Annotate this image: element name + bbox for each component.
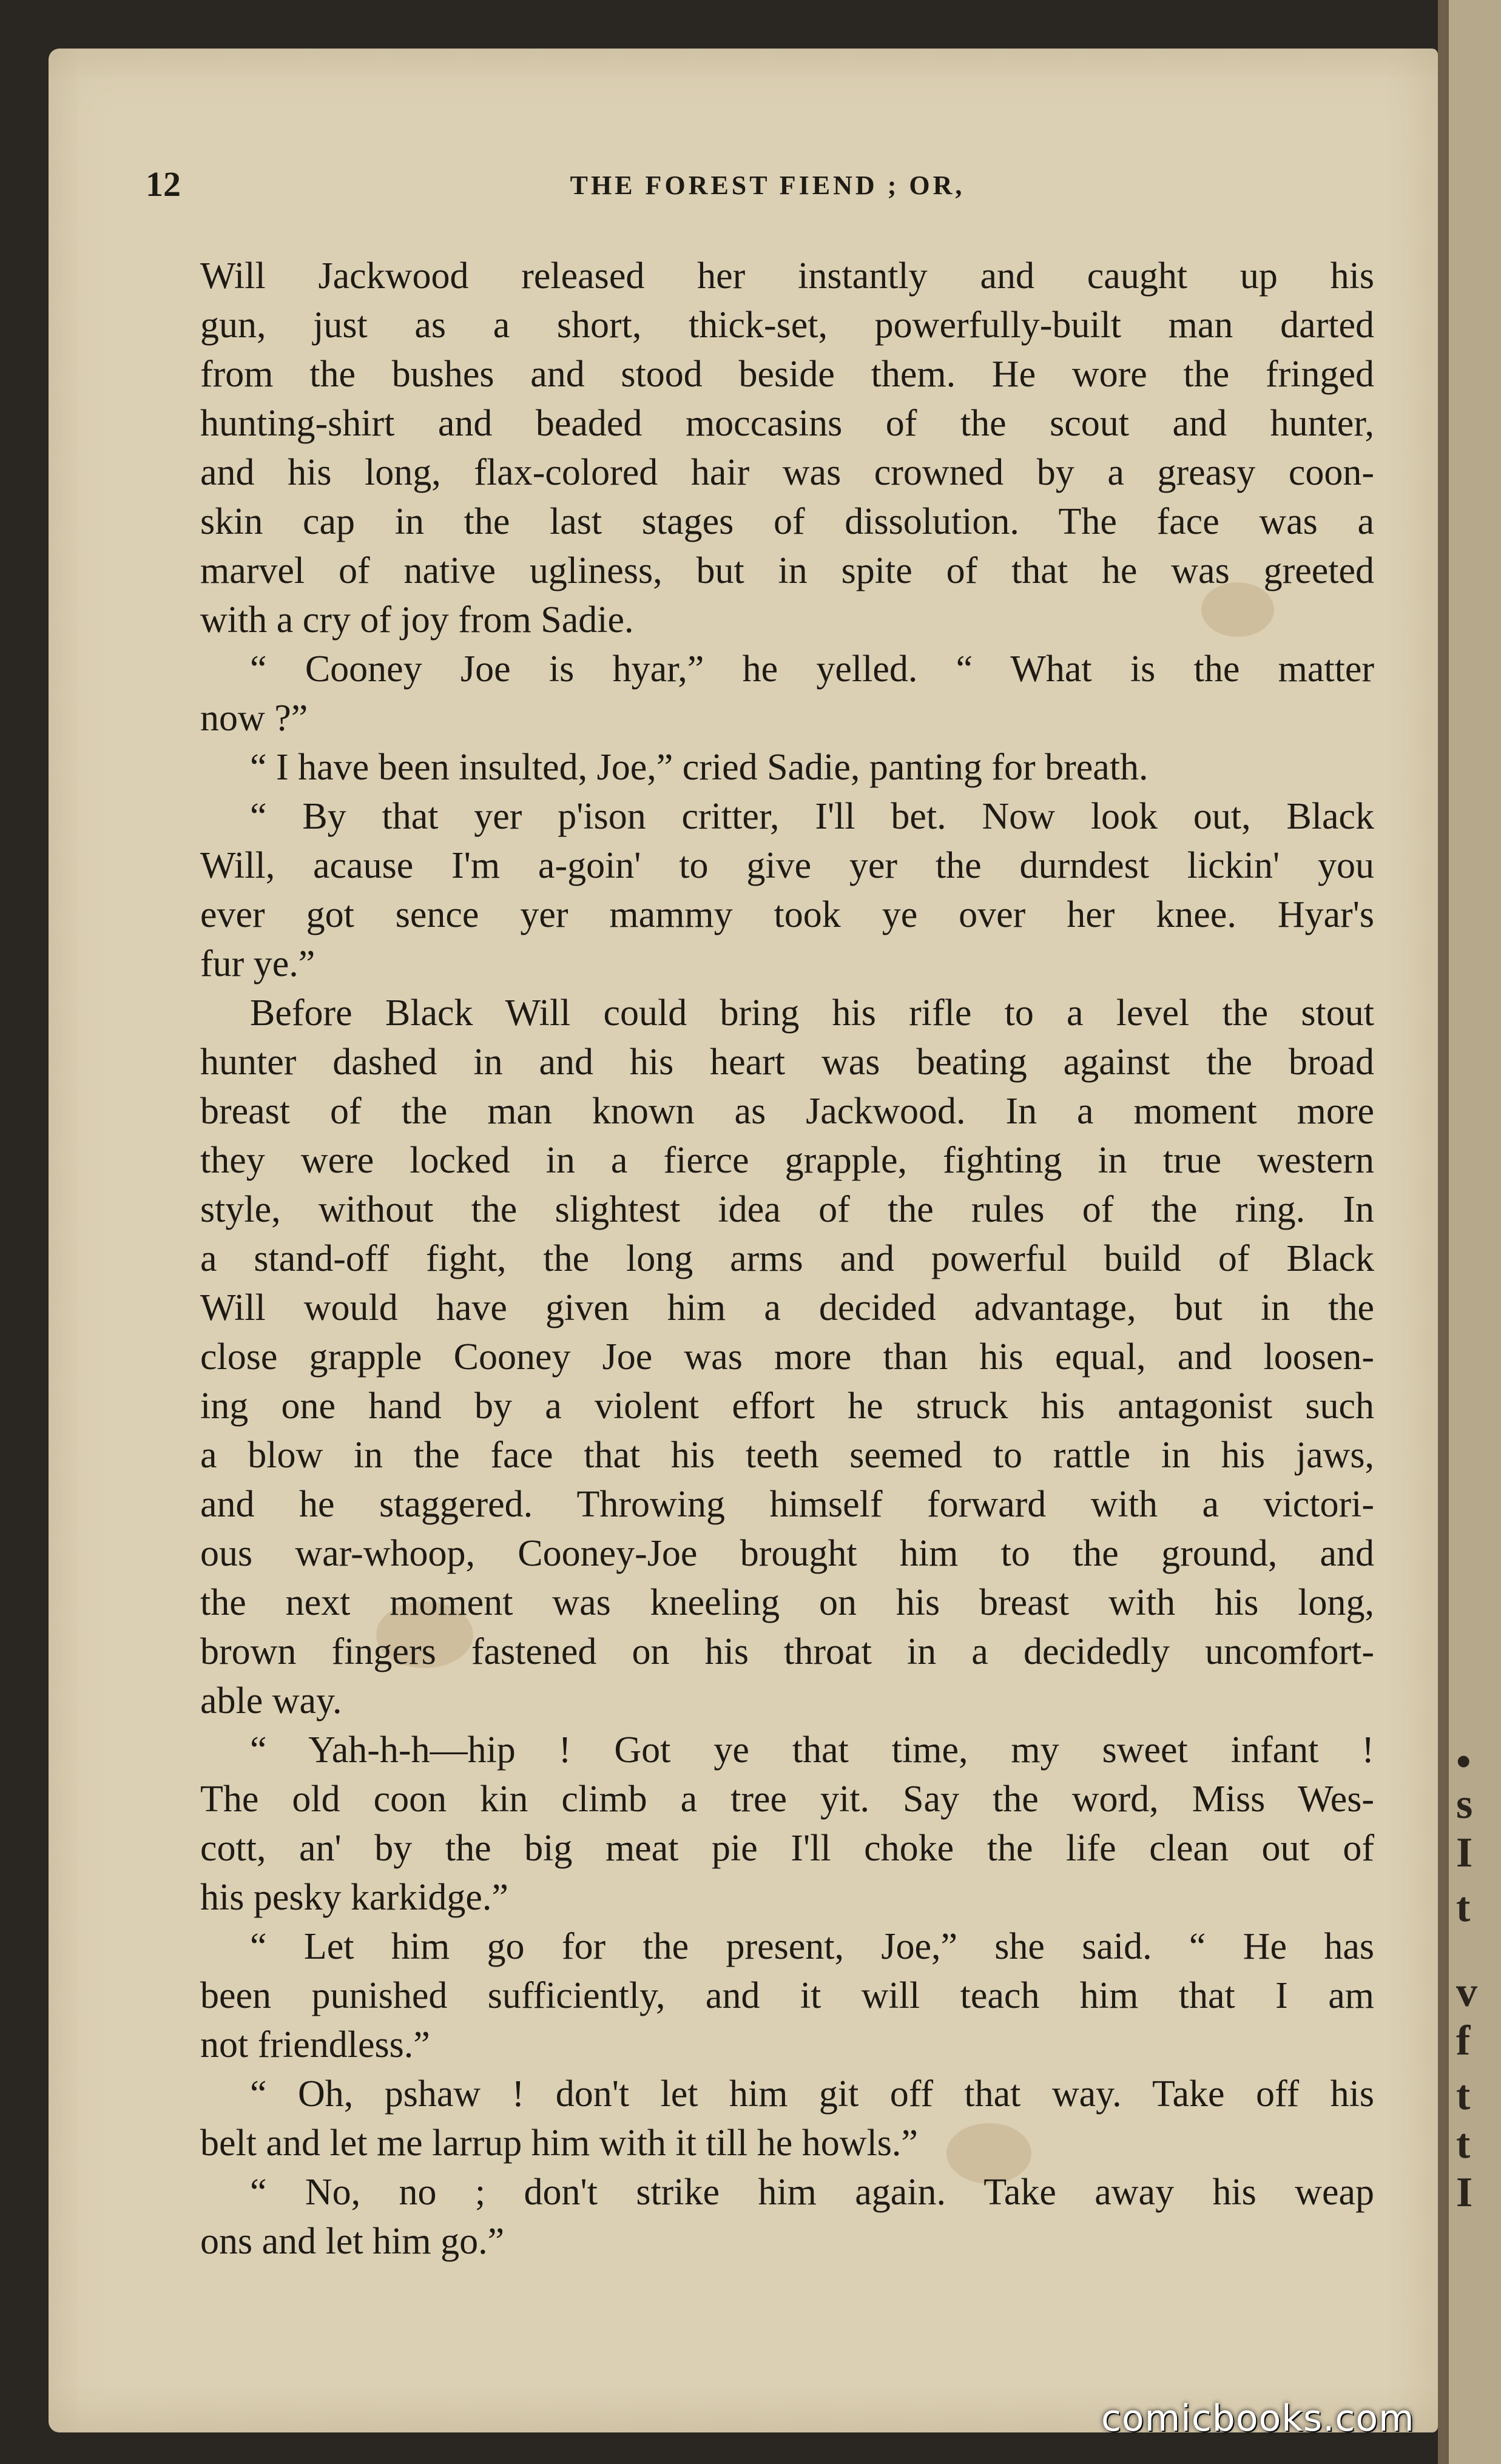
text-line: Before Black Will could bring his rifle to a level the stout — [250, 992, 1374, 1034]
text-line: ons and let him go.” — [200, 2221, 505, 2262]
text-line: Will, acause I'm a-goin' to give yer the durndest lickin' you — [200, 845, 1374, 886]
text-line: Will Jackwood released her instantly and caught up his — [200, 255, 1374, 297]
text-line: and his long, flax-colored hair was crowned by a greasy coon- — [200, 452, 1374, 493]
text-line: ever got sence yer mammy took ye over her knee. Hyar's — [200, 894, 1374, 935]
text-line: with a cry of joy from Sadie. — [200, 599, 634, 641]
text-line: style, without the slightest idea of the rules of the ring. In — [200, 1189, 1374, 1230]
text-line: hunting-shirt and beaded moccasins of the scout and hunter, — [200, 403, 1374, 444]
text-line: “ No, no ; don't strike him again. Take away his weap — [250, 2172, 1374, 2213]
text-line: “ Yah-h-h—hip ! Got ye that time, my sweet infant ! — [250, 1729, 1374, 1771]
text-line: The old coon kin climb a tree yit. Say the word, Miss Wes- — [200, 1779, 1374, 1820]
text-line: they were locked in a fierce grapple, fighting in true western — [200, 1140, 1374, 1181]
edge-letter: f — [1456, 2018, 1471, 2064]
edge-letter: I — [1456, 1829, 1473, 1876]
text-line: “ I have been insulted, Joe,” cried Sadie, panting for breath. — [250, 747, 1149, 788]
text-line: “ Cooney Joe is hyar,” he yelled. “ What is the matter — [250, 648, 1374, 690]
text-line: brown fingers fastened on his throat in a decidedly uncomfort- — [200, 1631, 1374, 1672]
text-line: not friendless.” — [200, 2024, 430, 2065]
text-line: ous war-whoop, Cooney-Joe brought him to the ground, and — [200, 1533, 1374, 1574]
edge-letter: I — [1456, 2169, 1473, 2216]
text-line: hunter dashed in and his heart was beating against the broad — [200, 1042, 1374, 1083]
text-line: breast of the man known as Jackwood. In a moment more — [200, 1091, 1374, 1132]
edge-letter: t — [1456, 2072, 1471, 2119]
text-line: “ Let him go for the present, Joe,” she said. “ He has — [250, 1926, 1374, 1967]
edge-letter: • — [1456, 1739, 1471, 1785]
binding-shadow — [1438, 0, 1449, 2464]
text-line: “ By that yer p'ison critter, I'll bet. Now look out, Black — [250, 796, 1374, 837]
text-line: fur ye.” — [200, 943, 315, 985]
watermark: comicbooks.com — [1101, 2397, 1415, 2440]
text-line: from the bushes and stood beside them. He wore the fringed — [200, 354, 1374, 395]
text-line: a stand-off fight, the long arms and powerful build of Black — [200, 1238, 1374, 1279]
adjacent-page-edge — [1438, 0, 1501, 2464]
text-line: close grapple Cooney Joe was more than his equal, and loosen- — [200, 1336, 1374, 1378]
text-line: able way. — [200, 1680, 342, 1722]
text-line: now ?” — [200, 698, 308, 739]
running-head — [146, 164, 1389, 212]
text-line: gun, just as a short, thick-set, powerfully-built man darted — [200, 305, 1374, 346]
edge-letter: t — [1456, 2121, 1471, 2167]
text-line: a blow in the face that his teeth seemed to rattle in his jaws, — [200, 1435, 1374, 1476]
page-number: 12 — [146, 164, 181, 204]
edge-letter: v — [1456, 1969, 1477, 2016]
text-line: ing one hand by a violent effort he struck his antagonist such — [200, 1385, 1374, 1427]
edge-letter: s — [1456, 1781, 1473, 1828]
text-line: marvel of native ugliness, but in spite of that he was greeted — [200, 550, 1374, 591]
text-line: and he staggered. Throwing himself forward with a victori- — [200, 1484, 1374, 1525]
body-text — [200, 252, 1374, 2266]
text-line: skin cap in the last stages of dissolution. The face was a — [200, 501, 1374, 542]
text-line: Will would have given him a decided advantage, but in the — [200, 1287, 1374, 1328]
text-line: the next moment was kneeling on his breast with his long, — [200, 1582, 1374, 1623]
text-line: cott, an' by the big meat pie I'll choke the life clean out of — [200, 1828, 1374, 1869]
text-line: been punished sufficiently, and it will teach him that I am — [200, 1975, 1374, 2016]
running-title: THE FOREST FIEND ; OR, — [570, 170, 965, 200]
text-line: “ Oh, pshaw ! don't let him git off that way. Take off his — [250, 2073, 1374, 2115]
edge-letter: t — [1456, 1884, 1471, 1931]
text-line: his pesky karkidge.” — [200, 1877, 508, 1918]
text-line: belt and let me larrup him with it till he howls.” — [200, 2122, 918, 2164]
